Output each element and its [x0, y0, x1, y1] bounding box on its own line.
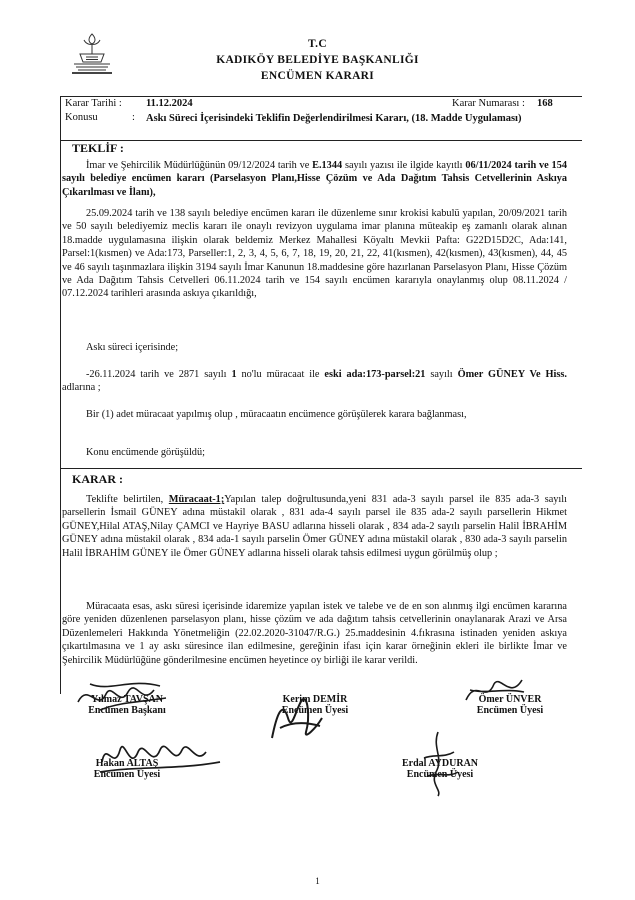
teklif-paragraph-3: Askı süreci içerisinde;: [86, 342, 179, 353]
teklif-paragraph-1: İmar ve Şehircilik Müdürlüğünün 09/12/2024 tarih ve E.1344 sayılı yazısı ile ilgide kayıtlı 06/11/2024 tarih ve 154 sayılı belediye encümen kararı (Parselasyon Planı,Hisse Çözüm ve Ada Dağıtım Tahsis Cetvellerinin Askıya Çıkarılması ve İlanı),: [62, 160, 567, 198]
signature-role: Encümen Başkanı: [88, 705, 166, 716]
handwritten-signature-5: [408, 728, 468, 798]
signature-role: Encümen Üyesi: [476, 705, 544, 716]
subject-colon: :: [132, 112, 135, 123]
header-municipality: KADIKÖY BELEDİYE BAŞKANLIĞI: [216, 54, 419, 66]
header-decision-type: ENCÜMEN KARARI: [260, 70, 375, 82]
signature-role: Encümen Üyesi: [281, 705, 349, 716]
karar-rule: [60, 468, 582, 469]
handwritten-signature-4: [96, 732, 226, 780]
decision-date-label: Karar Tarihi :: [65, 98, 122, 109]
page-number: 1: [315, 876, 320, 886]
left-margin-rule: [60, 96, 61, 694]
top-rule: [60, 96, 582, 97]
karar-paragraph-1: Teklifte belirtilen, Müracaat-1;Yapılan talep doğrultusunda,yeni 831 ada-3 sayılı parsel ile 835 ada-3 sayılı parsellerin İsmail GÜNEY adına müstakil olarak , 831 ada-4 sayılı parsel ile 835 ada-2 sayılı parsellerin Hikmet GÜNEY,Hilal ATAŞ,Nilay ÇAMCI ve Hayriye BASU adlarına hisseli olarak , 834 ada-2 sayılı parselin Halil İBRAHİM GÜNEY adına müstakil olarak , 834 ada-1 sayılı parselin Ömer GÜNEY adına müstakil olarak , 830 ada-3 sayılı parselin Halil İBRAHİM GÜNEY ile Ömer GÜNEY adlarına hisseli olarak tahsis edilmesi uygun görülmüş olup ;: [62, 494, 568, 559]
teklif-paragraph-2: 25.09.2024 tarih ve 138 sayılı belediye encümen kararı ile düzenleme sınır krokisi kabulü yapılan, 20/09/2021 tarih ve 50 sayılı belediyemiz meclis kararı ile onaylı revizyon uygulama imar planına müteakip eş zamanlı olarak alınan 18.madde uygulamasına ilişkin olarak beldemiz Merkez Mahallesi Köyaltı Mevkii Pafta: G22D15D2C, Ada:141, Parsel:1(kısmen) ve Ada:173, Parseller:1, 2, 3, 4, 5, 6, 7, 18, 19, 20, 21, 22, 41(kısmen), 42(kısmen), 43(kısmen), 44, 45 ve 46 sayılı taşınmazlara ilişkin 3194 sayılı İmar Kanunun 18.maddesine göre hazırlanan Parselasyon Planı, Hisse Çözüm ve Ada Dağıtım Tahsis Cetvelleri 06.11.2024 tarih ve 154 sayılı encümen kararıyla onaylanmış olup 08.11.2024 / 07.12.2024 tarihleri arasında askıya çıkarıldığı,: [62, 208, 567, 300]
signature-name: Hakan ALTAŞ: [95, 758, 159, 769]
decision-number-value: 168: [537, 98, 553, 109]
subject-label: Konusu: [65, 112, 98, 123]
decision-date-value: 11.12.2024: [146, 98, 193, 109]
teklif-heading: TEKLİF :: [72, 141, 124, 155]
signature-name: Ömer ÜNVER: [478, 694, 542, 705]
subject-text: Askı Süreci İçerisindeki Teklifin Değerlendirilmesi Kararı, (18. Madde Uygulaması): [146, 113, 522, 124]
signature-name: Erdal AYDURAN: [401, 758, 479, 769]
signature-role: Encümen Üyesi: [406, 769, 474, 780]
signature-name: Kerim DEMİR: [282, 694, 348, 705]
handwritten-signature-1: [70, 672, 180, 722]
teklif-paragraph-6: Konu encümende görüşüldü;: [86, 447, 205, 458]
signature-name: Yılmaz TAVŞAN: [91, 694, 163, 705]
teklif-paragraph-5: Bir (1) adet müracaat yapılmış olup , müracaatın encümence görüşülerek karara bağlanması,: [86, 409, 467, 420]
signature-role: Encümen Üyesi: [93, 769, 161, 780]
karar-heading: KARAR :: [72, 472, 123, 486]
karar-paragraph-2: Müracaata esas, askı süresi içerisinde idaremize yapılan istek ve talebe ve de en son alınmış ilgi encümen kararına göre yeniden düzenlenen parselasyon planı, hisse çözüm ve ada dağıtım tahsis cetvellerinin onaylanarak Arazi ve Arsa Düzenlemeleri Hakkında Yönetmeliğin (22.02.2020-31047/R.G.) 25.maddesinin 4.fıkrasına istinaden yeniden askıya çıkartılmasına ve 1 ay askı süresince ilan edilmesine, gereğinin ifası için karar örneğinin ekleri ile birlikte İmar ve Şehircilik Müdürlüğüne gönderilmesine encümen heyetince oy birliği ile karar verildi.: [62, 601, 567, 666]
handwritten-signature-2: [262, 688, 332, 748]
teklif-paragraph-4: -26.11.2024 tarih ve 2871 sayılı 1 no'lu müracaat ile eski ada:173-parsel:21 sayılı Ömer GÜNEY Ve Hiss. adlarına ;: [62, 369, 567, 394]
handwritten-signature-3: [460, 670, 530, 710]
decision-number-label: Karar Numarası :: [452, 98, 525, 109]
header-tc: T.C: [308, 38, 327, 50]
meta-rule: [60, 140, 582, 141]
